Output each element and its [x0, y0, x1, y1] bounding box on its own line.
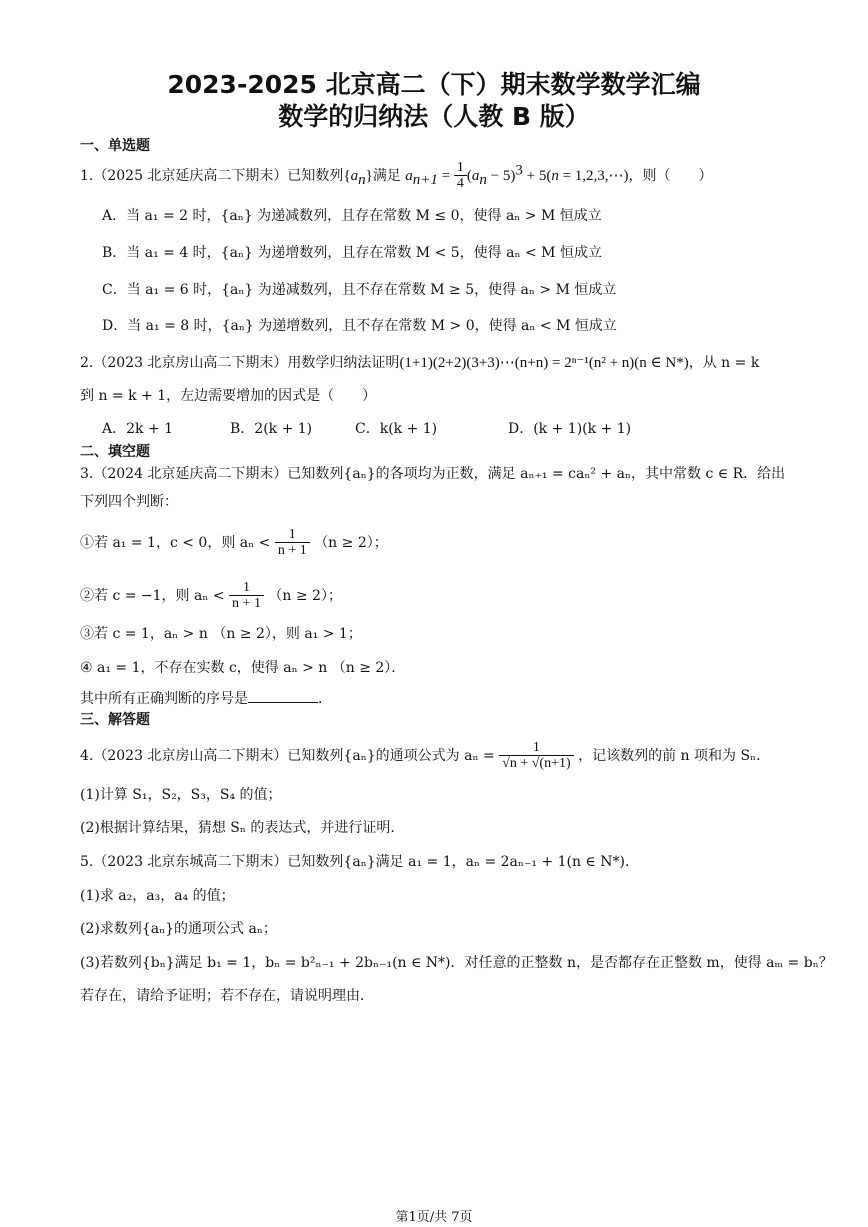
question-4-suffix: ，记该数列的前 n 项和为 Sₙ． — [578, 748, 771, 764]
question-3-ask-period: ． — [318, 691, 332, 707]
question-3-judgement-2 — [80, 580, 342, 612]
question-5-line-1: 5.（2023 北京东城高二下期末）已知数列{aₙ}满足 a₁ = 1，aₙ = 2aₙ₋₁ + 1(n ∈ N*)． — [80, 854, 639, 870]
question-1-option-d: D．当 a₁ = 8 时，{aₙ} 为递增数列，且不存在常数 M > 0，使得 aₙ < M 恒成立 — [102, 318, 617, 334]
question-3-line-2: 下列四个判断： — [80, 494, 178, 510]
question-2-option-b: B．2(k + 1) — [230, 421, 313, 437]
question-3-judgement-4: ④ a₁ = 1，不存在实数 c，使得 aₙ > n （n ≥ 2）． — [80, 660, 406, 676]
question-1-stem-prefix: 1.（2025 北京延庆高二下期末）已知数列 — [80, 168, 344, 184]
question-4-line-1 — [80, 740, 770, 772]
judgement-2-fraction: $\frac{1}{n + 1}$ — [229, 580, 264, 612]
question-1-stem: 1.（2025 北京延庆高二下期末）已知数列$\{a_n\}$满足 $a_{n+1}$ = $\frac{1}{4}$ $(a_n - 5)^3 + 5(n$ = 1,2,3,⋯)，则（ ） — [80, 160, 713, 191]
document-title: 2023-2025 北京高二（下）期末数学数学汇编 — [167, 70, 701, 99]
judgement-2-suffix: （n ≥ 2）； — [268, 588, 342, 604]
question-1-option-c: C．当 a₁ = 6 时，{aₙ} 为递减数列，且不存在常数 M ≥ 5，使得 aₙ > M 恒成立 — [102, 282, 617, 298]
question-2-line-1 — [80, 353, 759, 373]
question-1-option-a: A．当 a₁ = 2 时，{aₙ} 为递减数列，且存在常数 M ≤ 0，使得 aₙ > M 恒成立 — [102, 208, 602, 224]
section-heading-solve: 三、解答题 — [80, 712, 150, 728]
judgement-2-prefix: ②若 c = −1，则 aₙ < — [80, 588, 225, 604]
section-heading-fill-blank: 二、填空题 — [80, 444, 150, 460]
answer-blank[interactable] — [248, 688, 318, 703]
page-number: 第1页/共 7页 — [395, 1210, 473, 1225]
question-5-part-3: (3)若数列{bₙ}满足 b₁ = 1，bₙ = b²ₙ₋₁ + 2bₙ₋₁(n ∈ N*)．对任意的正整数 n，是否都存在正整数 m，使得 aₘ = bₙ？ — [80, 955, 833, 971]
question-3-ask — [80, 688, 332, 709]
question-5-part-2: (2)求数列{aₙ}的通项公式 aₙ； — [80, 921, 277, 937]
question-4-fraction: $\frac{1}{√n + √(n+1)}$ — [499, 740, 573, 772]
question-4-prefix: 4.（2023 北京房山高二下期末）已知数列{aₙ}的通项公式为 aₙ = — [80, 748, 495, 764]
judgement-1-fraction: $\frac{1}{n + 1}$ — [275, 527, 310, 559]
judgement-1-suffix: （n ≥ 2）； — [314, 535, 388, 551]
question-4-part-1: (1)计算 S₁，S₂，S₃，S₄ 的值； — [80, 787, 282, 803]
section-heading-single-choice: 一、单选题 — [80, 138, 150, 154]
question-3-judgement-3: ③若 c = 1，aₙ > n （n ≥ 2），则 a₁ > 1； — [80, 626, 362, 642]
question-4-part-2: (2)根据计算结果，猜想 Sₙ 的表达式，并进行证明． — [80, 820, 405, 836]
judgement-1-prefix: ①若 a₁ = 1，c < 0，则 aₙ < — [80, 535, 271, 551]
question-2-tail: ，从 n = k — [688, 355, 760, 371]
question-1-stem-mid: 满足 — [372, 168, 401, 184]
question-2-option-c: C．k(k + 1) — [355, 421, 438, 437]
question-1-option-b: B．当 a₁ = 4 时，{aₙ} 为递增数列，且存在常数 M < 5，使得 aₙ < M 恒成立 — [102, 245, 602, 261]
question-5-part-3-continued: 若存在，请给予证明；若不存在，请说明理由． — [80, 988, 374, 1004]
document-subtitle: 数学的归纳法（人教 B 版） — [278, 102, 590, 131]
question-2-option-a: A．2k + 1 — [102, 421, 174, 437]
question-2-formula: (1+1)(2+2)(3+3)⋯(n+n) = 2ⁿ⁻¹(n² + n)(n ∈ N*) — [399, 355, 689, 371]
question-5-part-1: (1)求 a₂，a₃，a₄ 的值； — [80, 888, 235, 904]
question-3-judgement-1 — [80, 527, 388, 559]
question-1-stem-tail: ，则（ ） — [628, 168, 713, 184]
question-3-line-1: 3.（2024 北京延庆高二下期末）已知数列{aₙ}的各项均为正数，满足 aₙ₊₁ = caₙ² + aₙ，其中常数 c ∈ R．给出 — [80, 466, 786, 482]
question-2-line-2: 到 n = k + 1，左边需要增加的因式是（ ） — [80, 388, 377, 404]
question-3-ask-text: 其中所有正确判断的序号是 — [80, 691, 248, 707]
question-2-option-d: D．(k + 1)(k + 1) — [508, 421, 632, 437]
question-2-prefix: 2.（2023 北京房山高二下期末）用数学归纳法证明 — [80, 355, 400, 371]
